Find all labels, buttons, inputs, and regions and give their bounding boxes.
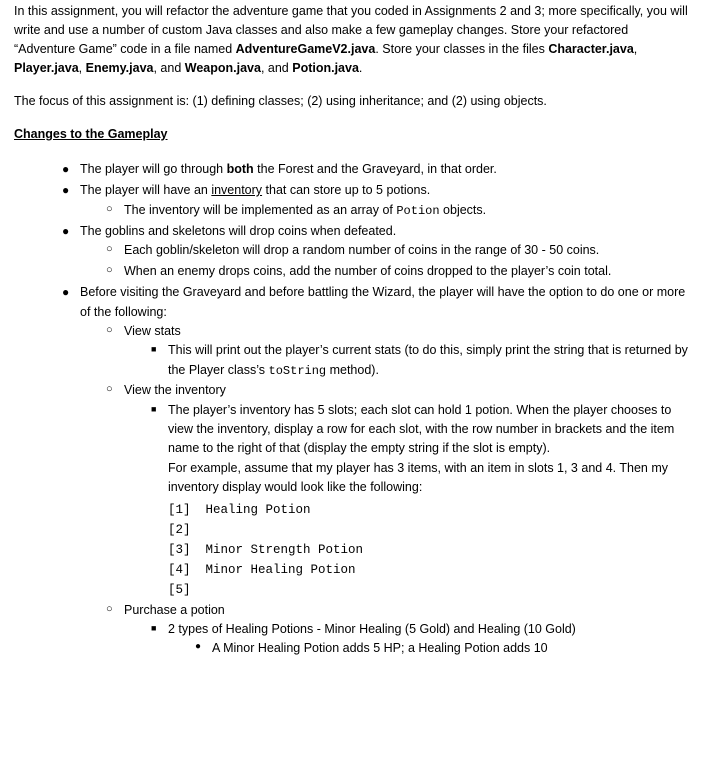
purchase-potion-sublist bbox=[124, 620, 691, 659]
intro-text-part3: , bbox=[633, 42, 638, 56]
bullet-circle-icon: ○ bbox=[106, 263, 113, 276]
intro-paragraph bbox=[14, 0, 691, 78]
list-item-view-inventory bbox=[104, 381, 691, 599]
list-item-inventory-array bbox=[104, 201, 691, 221]
item-text-bold-both: both bbox=[226, 161, 254, 176]
filename-enemy: Enemy.java bbox=[85, 61, 154, 75]
filename-character: Character.java bbox=[548, 42, 634, 56]
detail-text: A Minor Healing Potion adds 5 HP; a Healing Potion adds 10 bbox=[212, 641, 548, 656]
filename-player: Player.java bbox=[14, 61, 79, 75]
intro-text-part7: . bbox=[358, 61, 363, 75]
section-heading-gameplay: Changes to the Gameplay bbox=[14, 127, 168, 141]
filename-adventuregamev2: AdventureGameV2.java bbox=[235, 42, 376, 56]
list-item-player-options bbox=[60, 283, 691, 658]
list-item-view-stats bbox=[104, 322, 691, 380]
potion-effects-sublist bbox=[168, 639, 691, 658]
detail-text-pre: This will print out the player’s current stats (to do this, simply print the string that is returned by the Player class’s bbox=[168, 343, 688, 377]
filename-weapon: Weapon.java bbox=[184, 61, 261, 75]
item-text-pre: The player will have an bbox=[80, 183, 212, 198]
list-item-view-stats-detail bbox=[148, 341, 691, 380]
subitem-text: Purchase a potion bbox=[124, 602, 225, 617]
list-item-purchase-potion bbox=[104, 601, 691, 659]
list-item-inventory-display bbox=[148, 401, 691, 600]
filename-potion: Potion.java bbox=[292, 61, 359, 75]
bullet-disc-icon: ● bbox=[62, 183, 70, 198]
bullet-circle-icon: ○ bbox=[106, 243, 113, 256]
item-text-underline-inventory: inventory bbox=[211, 183, 263, 198]
item-text: The goblins and skeletons will drop coins when defeated. bbox=[80, 224, 397, 239]
list-item-coin-total bbox=[104, 262, 691, 281]
intro-text-part5: , and bbox=[153, 61, 185, 75]
bullet-circle-icon: ○ bbox=[106, 383, 113, 396]
bullet-circle-icon: ○ bbox=[106, 202, 113, 215]
intro-text-part6: , and bbox=[260, 61, 293, 75]
bullet-square-icon: ■ bbox=[151, 344, 157, 355]
subitem-text: View the inventory bbox=[124, 383, 226, 398]
intro-text-part4: , bbox=[78, 61, 86, 75]
code-token-potion: Potion bbox=[396, 203, 440, 218]
bullet-square-icon: ■ bbox=[151, 403, 157, 414]
code-token-tostring: toString bbox=[268, 363, 327, 378]
inventory-sublist bbox=[80, 201, 691, 221]
intro-text-part2: . Store your classes in the files bbox=[375, 42, 549, 56]
bullet-disc-small-icon: ● bbox=[195, 641, 202, 653]
item-text: Before visiting the Graveyard and before battling the Wizard, the player will have the option to do one or more of the following: bbox=[80, 285, 686, 319]
list-item-potion-hp bbox=[192, 639, 691, 658]
list-item-coin-range bbox=[104, 241, 691, 260]
list-item-potion-types bbox=[148, 620, 691, 659]
focus-paragraph: The focus of this assignment is: (1) defining classes; (2) using inheritance; and (2) using objects. bbox=[14, 94, 547, 108]
subitem-text: Each goblin/skeleton will drop a random number of coins in the range of 30 - 50 coins. bbox=[124, 243, 600, 258]
gameplay-changes-list bbox=[14, 160, 691, 659]
code-line-3: [3] Minor Strength Potion bbox=[168, 542, 364, 557]
view-inventory-sublist bbox=[124, 401, 691, 600]
view-stats-sublist bbox=[124, 341, 691, 380]
detail-text: 2 types of Healing Potions - Minor Healing (5 Gold) and Healing (10 Gold) bbox=[168, 621, 576, 636]
player-options-sublist bbox=[80, 322, 691, 659]
bullet-circle-icon: ○ bbox=[106, 602, 113, 615]
list-item-inventory bbox=[60, 181, 691, 220]
item-text-pre: The player will go through bbox=[80, 161, 227, 176]
subitem-text: When an enemy drops coins, add the number of coins dropped to the player’s coin total. bbox=[124, 263, 612, 278]
item-text-post: the Forest and the Graveyard, in that order. bbox=[253, 161, 497, 176]
item-text-post: that can store up to 5 potions. bbox=[262, 183, 431, 198]
code-line-1: [1] Healing Potion bbox=[168, 502, 311, 517]
subitem-text-post: objects. bbox=[439, 202, 487, 217]
bullet-disc-icon: ● bbox=[62, 285, 70, 300]
code-line-2: [2] bbox=[168, 522, 191, 537]
bullet-circle-icon: ○ bbox=[106, 323, 113, 336]
list-item-both-areas bbox=[60, 160, 691, 179]
inventory-example-code bbox=[168, 500, 691, 600]
detail-text-slots: The player’s inventory has 5 slots; each slot can hold 1 potion. When the player chooses to view the inventory, display a row for each slot, with the row number in brackets and the item name to the right of that (display the empty string if the slot is empty). bbox=[168, 402, 675, 456]
bullet-disc-icon: ● bbox=[62, 224, 70, 239]
subitem-text: View stats bbox=[124, 323, 181, 338]
bullet-disc-icon: ● bbox=[62, 161, 70, 176]
code-line-5: [5] bbox=[168, 582, 191, 597]
detail-text-example: For example, assume that my player has 3 items, with an item in slots 1, 3 and 4. Then my inventory display would look like the following: bbox=[168, 460, 668, 495]
detail-text-post: method). bbox=[326, 362, 379, 377]
list-item-coin-drops bbox=[60, 222, 691, 281]
coin-drops-sublist bbox=[80, 241, 691, 281]
intro-text-part1: In this assignment, you will refactor the adventure game that you coded in Assignments 2 and 3; more specifically, you will write and use a number of custom Java classes and also make a few gameplay changes. Store your refactored “Adventure Game” code in a file named bbox=[14, 4, 688, 56]
code-line-4: [4] Minor Healing Potion bbox=[168, 562, 356, 577]
bullet-square-icon: ■ bbox=[151, 622, 157, 633]
subitem-text-pre: The inventory will be implemented as an array of bbox=[124, 202, 397, 217]
